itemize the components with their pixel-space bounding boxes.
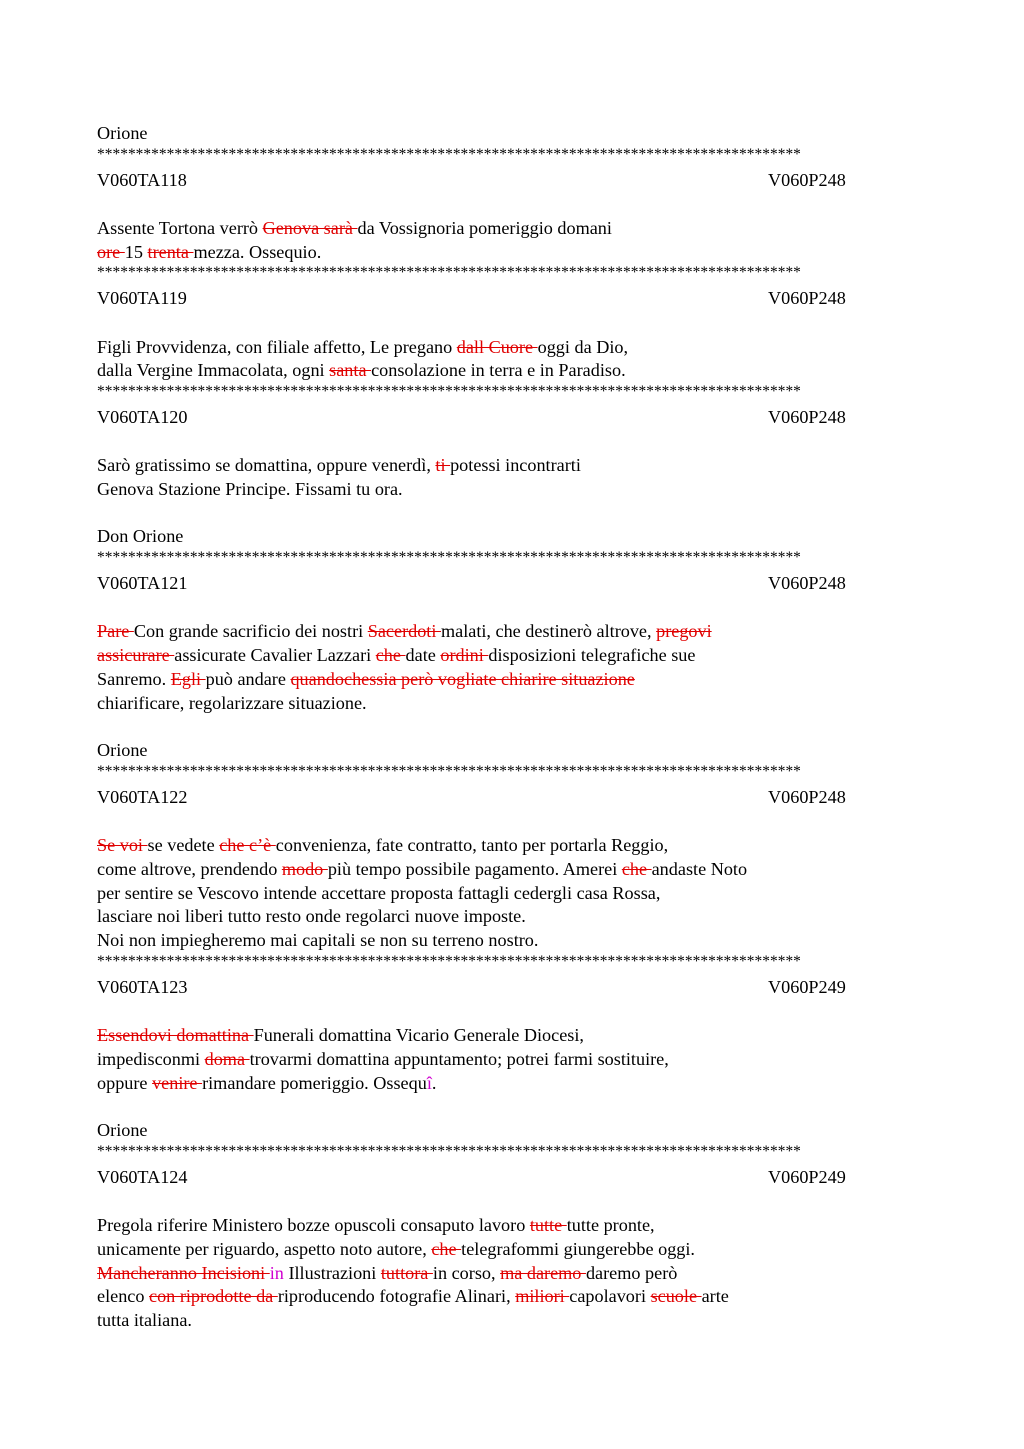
text-segment: più tempo possibile pagamento. Amerei (327, 859, 622, 879)
text-segment: mezza. Ossequio. (193, 242, 322, 262)
text-segment: . (431, 1073, 437, 1093)
entry-code: V060TA124 (97, 1167, 188, 1187)
page-ref: V060P248 (768, 573, 846, 593)
deleted-text: Essendovi domattina (97, 1025, 254, 1045)
separator: ******************************************************************************************* (97, 146, 801, 163)
text-line (97, 1308, 192, 1332)
deleted-text: modo (281, 859, 328, 879)
text-segment: malati, che destinerò altrove, (440, 621, 657, 641)
deleted-text: ordini (440, 645, 489, 665)
text-line (97, 619, 712, 643)
deleted-text: miliori (515, 1286, 570, 1306)
inserted-text: in (269, 1263, 284, 1283)
text-segment: unicamente per riguardo, aspetto noto autore, (97, 1239, 432, 1259)
text-line (97, 1213, 655, 1237)
entry-code: V060TA120 (97, 407, 188, 427)
text-line (97, 216, 612, 240)
inserted-text: î (426, 1073, 432, 1093)
text-line (97, 240, 321, 264)
deleted-text: tutte (529, 1215, 567, 1235)
deleted-text: Egli (170, 669, 206, 689)
text-segment: potessi incontrarti (450, 455, 581, 475)
entry-code: V060TA118 (97, 170, 187, 190)
text-segment: Genova Stazione Principe. Fissami tu ora. (97, 479, 403, 499)
text-line (97, 1261, 677, 1285)
text-line (97, 1284, 729, 1308)
text-segment: tutta italiana. (97, 1310, 192, 1330)
text-segment: Assente Tortona verrò (97, 218, 263, 238)
deleted-text: Pare (97, 621, 134, 641)
deleted-text: che (431, 1239, 462, 1259)
deleted-text: Mancheranno Incisioni (97, 1263, 270, 1283)
text-segment: può andare (205, 669, 291, 689)
signature: Orione (97, 123, 148, 143)
text-line (97, 335, 628, 359)
text-segment: disposizioni telegrafiche sue (488, 645, 696, 665)
text-line (97, 1047, 669, 1071)
separator: ******************************************************************************************* (97, 763, 801, 780)
deleted-text: venire (152, 1073, 203, 1093)
deleted-text: che (621, 859, 652, 879)
deleted-text: con riprodotte da (149, 1286, 278, 1306)
separator: ******************************************************************************************* (97, 549, 801, 566)
signature: Orione (97, 740, 148, 760)
deleted-text: Genova sarà (262, 218, 358, 238)
text-segment: per sentire se Vescovo intende accettare proposta fattagli cedergli casa Rossa, (97, 883, 661, 903)
deleted-text: ore (97, 242, 125, 262)
text-segment: Figli Provvidenza, con filiale affetto, Le pregano (97, 337, 457, 357)
text-segment: riproducendo fotografie Alinari, (277, 1286, 516, 1306)
entry-code: V060TA122 (97, 787, 188, 807)
text-segment: Sanremo. (97, 669, 171, 689)
deleted-text: dall Cuore (456, 337, 538, 357)
text-segment: Noi non impiegheremo mai capitali se non su terreno nostro. (97, 930, 539, 950)
page-ref: V060P249 (768, 1167, 846, 1187)
text-line (97, 833, 668, 857)
entry-code: V060TA123 (97, 977, 188, 997)
text-segment: convenienza, fate contratto, tanto per portarla Reggio, (275, 835, 669, 855)
text-segment: oggi da Dio, (537, 337, 629, 357)
text-segment: in corso, (432, 1263, 501, 1283)
entry-code: V060TA121 (97, 573, 188, 593)
text-segment: impedisconmi (97, 1049, 205, 1069)
text-segment: telegrafommi giungerebbe oggi. (461, 1239, 695, 1259)
text-segment: oppure (97, 1073, 153, 1093)
text-segment: date (405, 645, 441, 665)
text-segment: andaste Noto (651, 859, 748, 879)
text-segment: chiarificare, regolarizzare situazione. (97, 693, 367, 713)
deleted-text: che c’è (219, 835, 276, 855)
text-segment: capolavori (569, 1286, 651, 1306)
text-segment: daremo però (585, 1263, 678, 1283)
deleted-text: pregovi (656, 621, 712, 641)
separator: ******************************************************************************************* (97, 1143, 801, 1160)
page-ref: V060P248 (768, 407, 846, 427)
separator: ******************************************************************************************* (97, 264, 801, 281)
text-segment: Con grande sacrificio dei nostri (133, 621, 368, 641)
page-ref: V060P249 (768, 977, 846, 997)
deleted-text: che (375, 645, 406, 665)
text-segment: assicurate Cavalier Lazzari (174, 645, 376, 665)
text-segment: consolazione in terra e in Paradiso. (371, 360, 626, 380)
deleted-text: trenta (147, 242, 194, 262)
text-segment: da Vossignoria pomeriggio domani (357, 218, 612, 238)
text-segment: Pregola riferire Ministero bozze opuscoli consaputo lavoro (97, 1215, 530, 1235)
separator: ******************************************************************************************* (97, 953, 801, 970)
text-line (97, 1023, 584, 1047)
text-segment: se vedete (147, 835, 220, 855)
text-line (97, 643, 695, 667)
text-line (97, 1237, 695, 1261)
text-segment: tutte pronte, (566, 1215, 655, 1235)
deleted-text: assicurare (97, 645, 175, 665)
deleted-text: Se voi (97, 835, 148, 855)
deleted-text: tuttora (380, 1263, 433, 1283)
text-segment: lasciare noi liberi tutto resto onde regolarci nuove imposte. (97, 906, 526, 926)
entry-code: V060TA119 (97, 288, 187, 308)
separator: ******************************************************************************************* (97, 383, 801, 400)
text-line (97, 691, 367, 715)
page-ref: V060P248 (768, 288, 846, 308)
deleted-text: santa (329, 360, 372, 380)
text-segment: come altrove, prendendo (97, 859, 282, 879)
text-segment: Illustrazioni (283, 1263, 381, 1283)
text-segment: rimandare pomeriggio. Ossequ (202, 1073, 427, 1093)
text-segment: elenco (97, 1286, 150, 1306)
text-line (97, 904, 526, 928)
deleted-text: ti (435, 455, 451, 475)
page-ref: V060P248 (768, 787, 846, 807)
text-segment: Funerali domattina Vicario Generale Diocesi, (253, 1025, 584, 1045)
text-line (97, 358, 626, 382)
text-line (97, 1071, 436, 1095)
text-segment: Sarò gratissimo se domattina, oppure venerdì, (97, 455, 436, 475)
deleted-text: ma daremo (500, 1263, 586, 1283)
signature: Orione (97, 1120, 148, 1140)
text-line (97, 857, 747, 881)
deleted-text: quandochessia però vogliate chiarire situazione (290, 669, 635, 689)
text-segment: dalla Vergine Immacolata, ogni (97, 360, 330, 380)
signature: Don Orione (97, 526, 184, 546)
text-line (97, 477, 403, 501)
deleted-text: Sacerdoti (367, 621, 441, 641)
text-segment: 15 (124, 242, 148, 262)
text-line (97, 881, 660, 905)
text-line (97, 453, 581, 477)
text-segment: trovarmi domattina appuntamento; potrei farmi sostituire, (249, 1049, 669, 1069)
text-line (97, 667, 635, 691)
page-ref: V060P248 (768, 170, 846, 190)
deleted-text: doma (204, 1049, 250, 1069)
text-segment: arte (701, 1286, 729, 1306)
text-line (97, 928, 538, 952)
deleted-text: scuole (650, 1286, 702, 1306)
